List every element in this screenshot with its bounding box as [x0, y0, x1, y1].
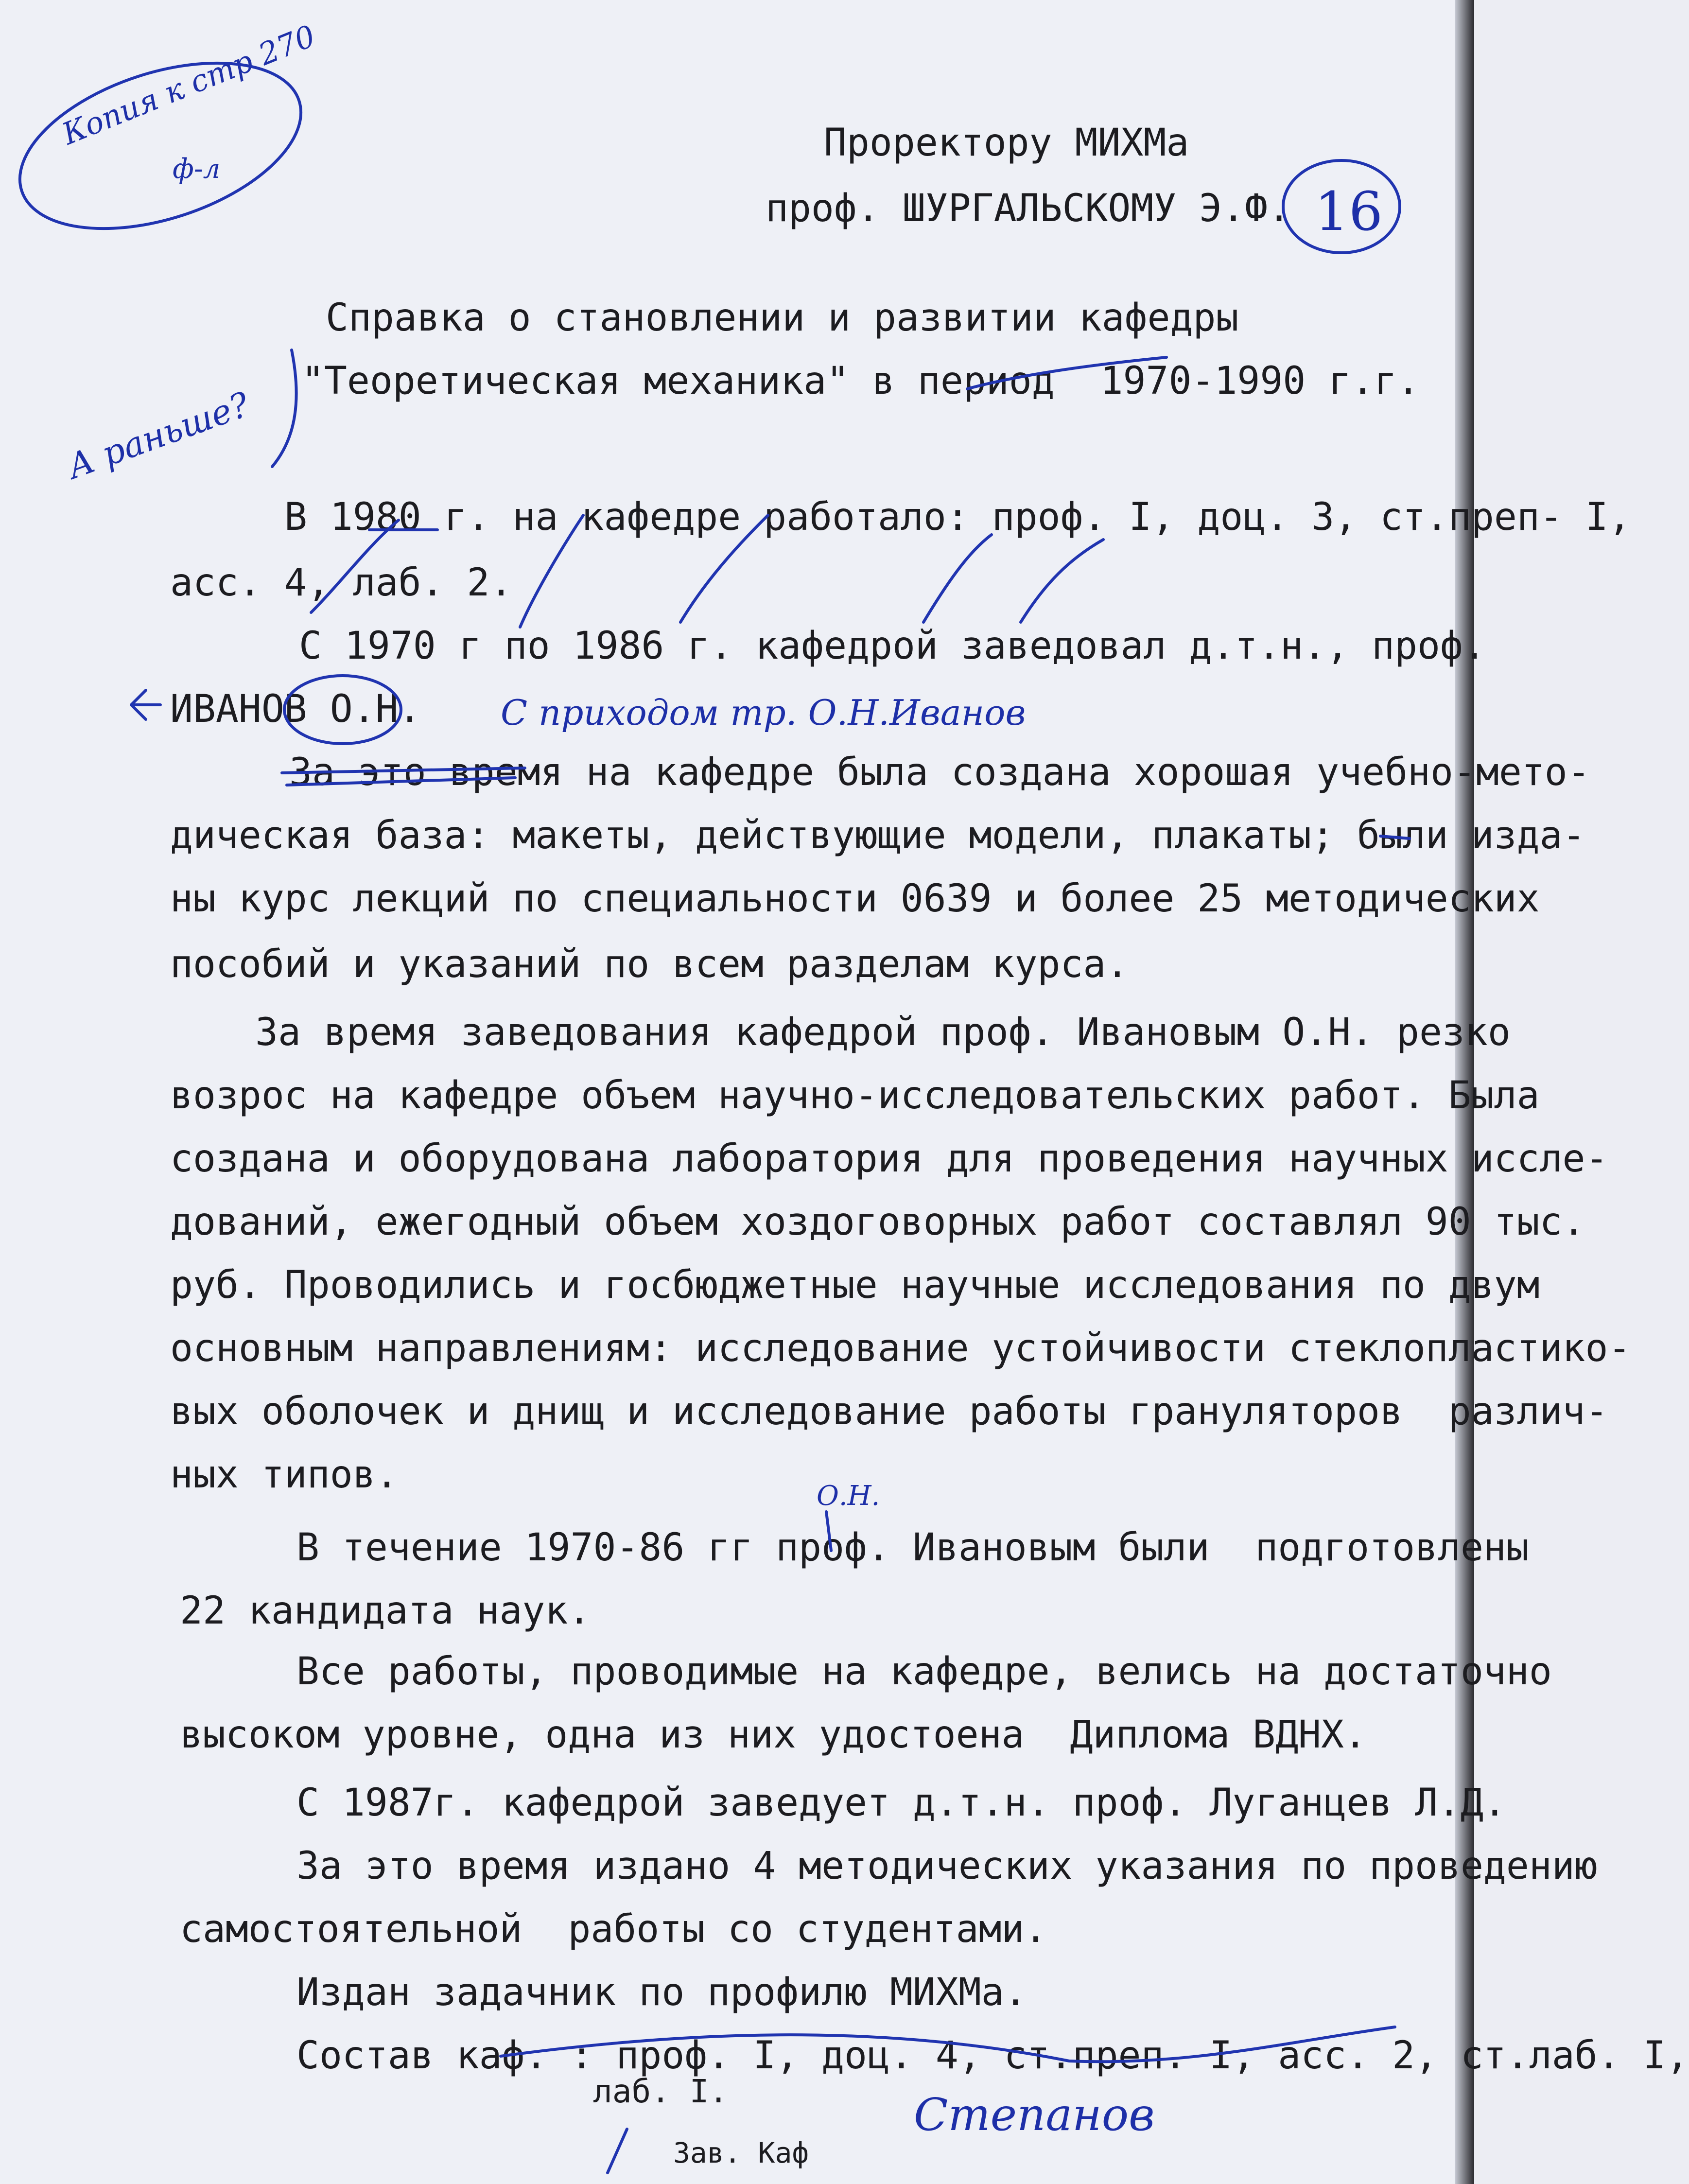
- body-line: самостоятельной работы со студентами.: [180, 1907, 1047, 1951]
- body-line: Состав каф. : проф. I, доц. 4, ст.преп. I, асс. 2, ст.лаб. I,: [296, 2034, 1689, 2078]
- body-line: руб. Проводились и госбюджетные научные исследования по двум: [170, 1263, 1540, 1307]
- body-line: пособий и указаний по всем разделам курса.: [170, 943, 1129, 986]
- ivanov-arrow: [131, 690, 160, 719]
- body-line: С 1987г. кафедрой заведует д.т.н. проф. Луганцев Л.Д.: [296, 1781, 1506, 1825]
- body-line: С 1970 г по 1986 г. кафедрой заведовал д.т.н., проф.: [299, 624, 1486, 668]
- body-line: дическая база: макеты, действующие модели, плакаты; были изда-: [170, 814, 1585, 857]
- addressee-line-1: Проректору МИХМа: [824, 121, 1189, 165]
- body-line: ных типов.: [170, 1453, 399, 1497]
- body-line: вых оболочек и днищ и исследование работы грануляторов различ-: [170, 1390, 1608, 1433]
- body-line: дований, ежегодный объем хоздоговорных работ составлял 90 тыс.: [170, 1200, 1585, 1244]
- addressee-line-2: проф. ШУРГАЛЬСКОМУ Э.Ф.: [766, 187, 1291, 230]
- tick-mark-5: [1021, 540, 1103, 622]
- body-line: лаб. I.: [593, 2073, 729, 2110]
- footer-text: Зав. Каф: [673, 2136, 809, 2169]
- body-line: Все работы, проводимые на кафедре, велись на достаточно: [296, 1650, 1552, 1694]
- signature-slash: [608, 2129, 627, 2173]
- body-line: За это время на кафедре была создана хорошая учебно-мето-: [289, 751, 1590, 794]
- body-line: основным направлениям: исследование устойчивости стеклопластико-: [170, 1327, 1631, 1370]
- body-line: В 1980 г. на кафедре работало: проф. I, доц. 3, ст.преп- I,: [284, 495, 1631, 539]
- body-line: создана и оборудована лаборатория для проведения научных иссле-: [170, 1137, 1608, 1181]
- handwritten-ivanov-note: С приходом тр. О.Н.Иванов: [501, 692, 1026, 733]
- body-line: В течение 1970-86 гг проф. Ивановым были подготовлены: [296, 1526, 1529, 1570]
- handwritten-signature: Степанов: [914, 2089, 1155, 2141]
- body-line: высоком уровне, одна из них удостоена Диплома ВДНХ.: [180, 1713, 1367, 1757]
- handwritten-margin-note: А раньше?: [62, 384, 255, 487]
- body-line: возрос на кафедре объем научно-исследовательских работ. Была: [170, 1074, 1540, 1118]
- body-line: За это время издано 4 методических указания по проведению: [296, 1844, 1598, 1888]
- document-title-line-2: "Теоретическая механика" в период 1970-1990 г.г.: [301, 359, 1420, 403]
- body-line: асс. 4, лаб. 2.: [170, 561, 513, 605]
- handwritten-copy-sub: ф-л: [173, 153, 221, 185]
- handwritten-copy-note: Копия к стр 270: [57, 17, 320, 152]
- body-line: За время заведования кафедрой проф. Ивановым О.Н. резко: [255, 1011, 1511, 1054]
- body-line: 22 кандидата наук.: [180, 1589, 591, 1633]
- body-line: ИВАНОВ О.Н.: [170, 687, 421, 731]
- body-line: ны курс лекций по специальности 0639 и более 25 методических: [170, 877, 1540, 921]
- document-title-line-1: Справка о становлении и развитии кафедры: [326, 296, 1239, 340]
- body-line: Издан задачник по профилю МИХМа.: [296, 1971, 1027, 2014]
- tick-mark-4: [923, 535, 992, 622]
- handwritten-insert-on: О.Н.: [817, 1480, 880, 1512]
- handwritten-page-number: 16: [1315, 180, 1383, 243]
- margin-note-bracket: [272, 350, 296, 467]
